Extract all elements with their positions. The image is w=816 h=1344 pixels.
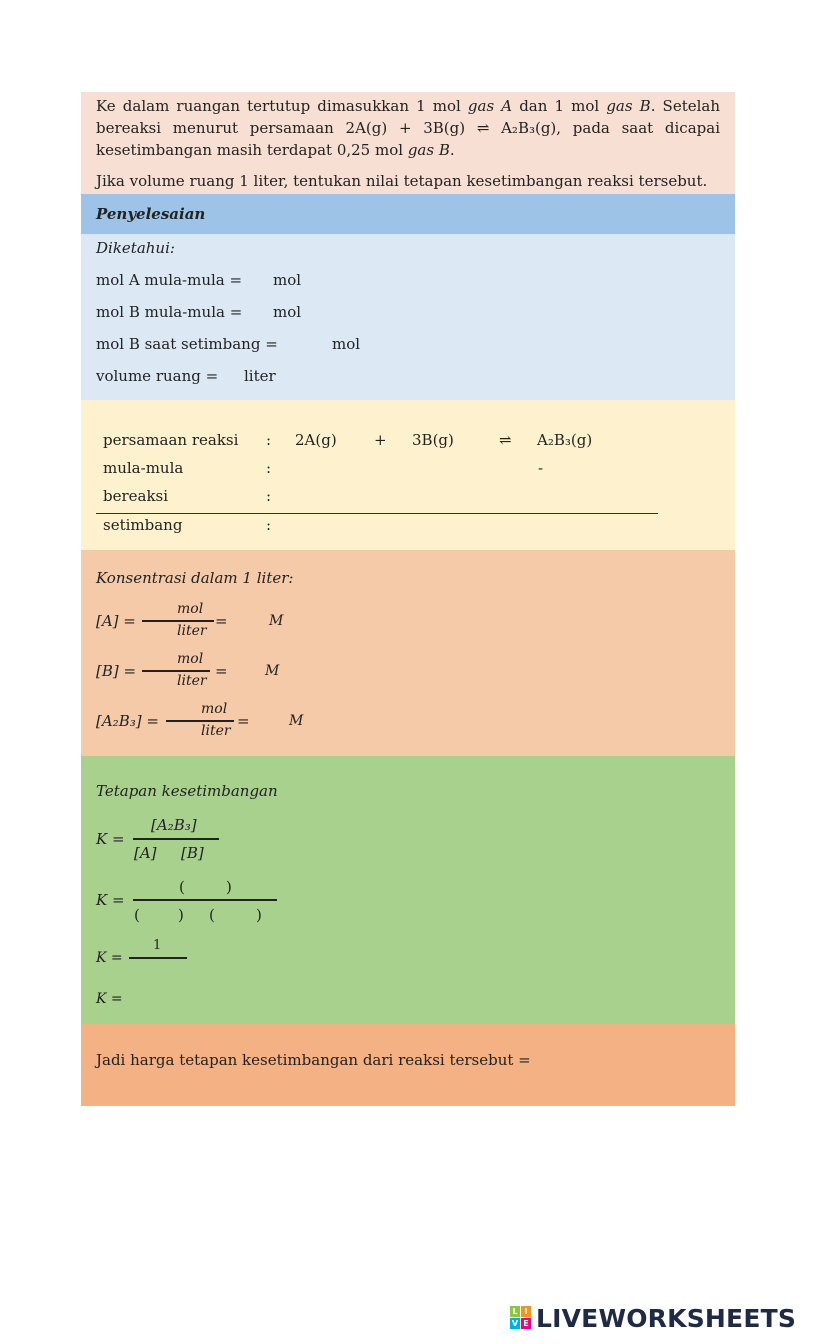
given-block	[81, 234, 735, 400]
initial-a-input[interactable]	[295, 458, 349, 478]
conc-a-den: liter	[177, 623, 207, 639]
row-reaction-label: persamaan reaksi	[103, 431, 239, 449]
conc-b-unit: M	[265, 663, 280, 679]
given-mol-a-unit: mol	[273, 271, 302, 289]
liveworksheets-logo-icon: L I V E	[510, 1306, 532, 1330]
react-b-input[interactable]	[412, 486, 466, 506]
k3-numerator: 1	[153, 938, 162, 953]
given-mol-b-unit: mol	[273, 303, 302, 321]
equilibrium-constant-block	[81, 756, 735, 1024]
k2-den-a-open: (	[134, 906, 140, 924]
conc-a-label: [A] =	[96, 612, 136, 630]
reaction-table	[81, 400, 735, 550]
concentration-block	[81, 550, 735, 756]
eq-b-input[interactable]	[412, 515, 466, 535]
species-b: 3B(g)	[412, 431, 454, 449]
initial-b-input[interactable]	[412, 458, 466, 478]
conc-ab-eq: =	[237, 712, 250, 730]
k-den-a: [A]	[134, 844, 157, 862]
eq-a-input[interactable]	[295, 515, 349, 535]
mol-a-input[interactable]	[249, 270, 273, 290]
conc-a-eq: =	[215, 612, 228, 630]
k2-den-b-open: (	[209, 906, 215, 924]
k2-den-a-input[interactable]	[146, 904, 180, 924]
volume-input[interactable]	[222, 366, 246, 386]
solution-header-bar	[81, 194, 735, 234]
k2-num-input[interactable]	[191, 876, 227, 896]
k-final-input[interactable]	[131, 988, 215, 1008]
k2-num-close: )	[226, 878, 232, 896]
k-fraction-bar-3	[129, 957, 187, 959]
k2-num-open: (	[179, 878, 185, 896]
product-initial: -	[538, 459, 544, 477]
given-volume-label: volume ruang =	[96, 367, 219, 385]
k-label-3: K =	[96, 950, 123, 966]
conc-b-label: [B] =	[96, 662, 137, 680]
row-equilibrium-label: setimbang	[103, 516, 183, 534]
answer-text: Jadi harga tetapan kesetimbangan dari reaksi tersebut =	[96, 1051, 531, 1069]
k-title: Tetapan kesetimbangan	[96, 782, 278, 800]
row-equilibrium-colon: :	[266, 516, 272, 534]
conc-ab-den: liter	[201, 723, 231, 739]
given-mol-b-label: mol B mula-mula =	[96, 303, 243, 321]
answer-block	[81, 1024, 735, 1106]
row-reaction-colon: :	[266, 431, 272, 449]
problem-text: Ke dalam ruangan tertutup dimasukkan 1 mol gas A dan 1 mol gas B. Setelah bereaksi menurut persamaan 2A(g) + 3B(g) ⇌ A₂B₃(g), pada saat dicapai kesetimbangan masih terdapat 0,25 mol gas B.	[96, 97, 721, 159]
conc-b-num: mol	[177, 651, 204, 667]
problem-block	[81, 92, 735, 194]
given-volume-unit: liter	[244, 367, 276, 385]
mol-b-eq-input[interactable]	[286, 334, 334, 354]
conc-ab-label: [A₂B₃] =	[96, 712, 159, 730]
k-label-2: K =	[96, 891, 125, 909]
k-label-4: K =	[96, 991, 123, 1007]
given-mol-b-eq-label: mol B saat setimbang =	[96, 335, 278, 353]
row-react-label: bereaksi	[103, 487, 169, 505]
k2-den-a-close: )	[178, 906, 184, 924]
worksheet	[81, 92, 735, 1106]
table-divider	[96, 513, 658, 514]
answer-input[interactable]	[546, 1049, 640, 1071]
k-den-b: [B]	[181, 844, 204, 862]
equilibrium-arrow: ⇌	[499, 431, 512, 449]
conc-a-unit: M	[269, 613, 284, 629]
conc-a-num: mol	[177, 601, 204, 617]
liveworksheets-logo	[510, 1302, 796, 1334]
k3-den-input[interactable]	[131, 961, 189, 981]
mol-b-input[interactable]	[249, 302, 273, 322]
k-num-expr: [A₂B₃]	[151, 816, 197, 834]
given-mol-b-eq-unit: mol	[332, 335, 361, 353]
species-a: 2A(g)	[295, 431, 337, 449]
k-fraction-bar-1	[133, 838, 219, 840]
row-react-colon: :	[266, 487, 272, 505]
k-fraction-bar-2	[133, 899, 277, 901]
conc-b-den: liter	[177, 673, 207, 689]
solution-header: Penyelesaian	[96, 205, 206, 223]
conc-ab-num: mol	[201, 701, 228, 717]
react-ab-input[interactable]	[537, 486, 591, 506]
k2-den-b-close: )	[256, 906, 262, 924]
given-title: Diketahui:	[96, 239, 175, 257]
k-label-1: K =	[96, 830, 125, 848]
row-initial-colon: :	[266, 459, 272, 477]
conc-ab-unit: M	[289, 713, 304, 729]
conc-b-eq: =	[215, 662, 228, 680]
eq-ab-input[interactable]	[537, 515, 591, 535]
concentration-title: Konsentrasi dalam 1 liter:	[96, 569, 294, 587]
liveworksheets-logo-text: LIVEWORKSHEETS	[536, 1303, 797, 1333]
given-mol-a-label: mol A mula-mula =	[96, 271, 243, 289]
problem-question: Jika volume ruang 1 liter, tentukan nilai tetapan kesetimbangan reaksi tersebut.	[96, 172, 708, 190]
row-initial-label: mula-mula	[103, 459, 184, 477]
plus-sign: +	[374, 431, 387, 449]
k2-den-b-input[interactable]	[221, 904, 257, 924]
product-species: A₂B₃(g)	[537, 431, 593, 449]
react-a-input[interactable]	[295, 486, 349, 506]
